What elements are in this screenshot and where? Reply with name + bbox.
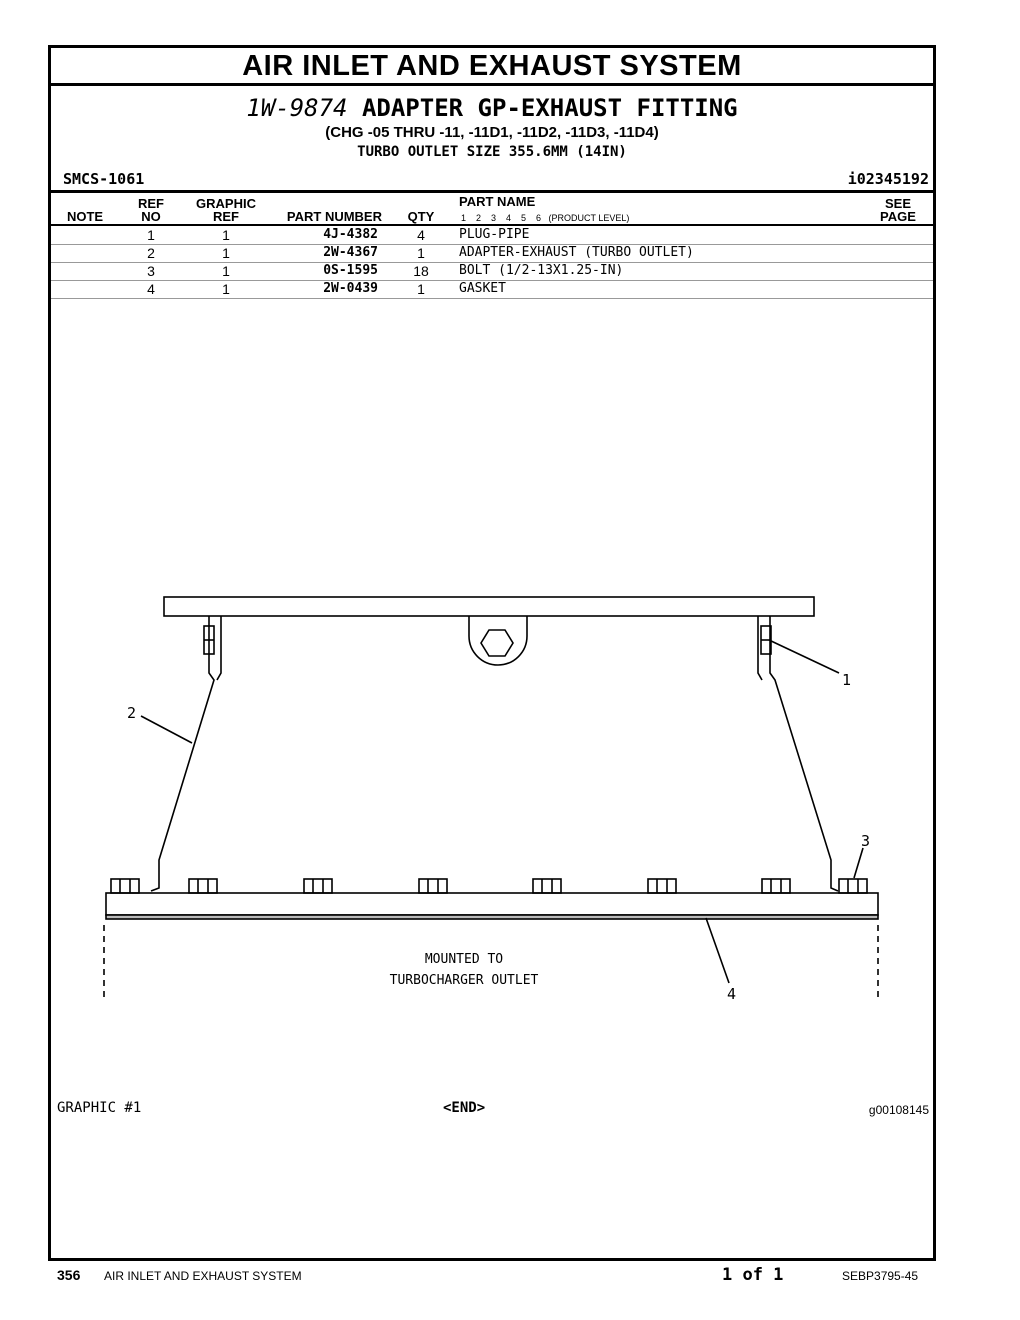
graphic-ref-cell: 1 [222,263,230,279]
page-frame [48,45,936,1261]
change-range: (CHG -05 THRU -11, -11D1, -11D2, -11D3, -11D4) [325,124,659,141]
graphic-ref-cell: 1 [222,227,230,243]
bolt-head [419,879,447,893]
center-lug [469,616,527,665]
qty-cell: 1 [417,245,425,261]
qty-cell: 1 [417,281,425,297]
col-ref-bottom: NO [141,209,161,224]
footer-section: AIR INLET AND EXHAUST SYSTEM [104,1269,302,1283]
col-ref-top: REF [138,196,164,211]
ref-no-cell: 2 [147,245,155,261]
callout-2: 2 [127,704,137,722]
leader-line-1 [769,640,839,673]
group-name: ADAPTER GP-EXHAUST FITTING [361,94,738,122]
graphic-label: GRAPHIC #1 [57,1100,142,1116]
ref-no-cell: 1 [147,227,155,243]
col-qty: QTY [407,209,435,224]
gasket [106,915,878,919]
part-number-cell: 4J-4382 [323,227,378,242]
bolt-row [111,879,867,893]
col-see-bottom: PAGE [880,209,916,224]
adapter-wall-left [151,616,214,891]
qty-cell: 18 [413,263,429,279]
bolt-head [648,879,676,893]
system-title: AIR INLET AND EXHAUST SYSTEM [242,50,742,82]
leader-line-2 [141,716,192,743]
group-part-number: 1W-9874 [246,94,348,122]
graphic-ref-cell: 1 [222,245,230,261]
leader-line-4 [706,918,729,983]
graphic-ref-cell: 1 [222,281,230,297]
col-product-levels: 1 2 3 4 5 6 (PRODUCT LEVEL) [461,213,630,223]
part-name-cell: ADAPTER-EXHAUST (TURBO OUTLET) [459,245,694,260]
bolt-head [839,879,867,893]
graphic-id: g00108145 [868,1103,929,1117]
page-of: 1 of 1 [722,1265,784,1285]
col-part-name: PART NAME [459,194,536,209]
ref-no-cell: 4 [147,281,155,297]
bolt-head [189,879,217,893]
center-hex-plug [481,630,513,656]
col-see-top: SEE [884,196,911,211]
doc-id: SEBP3795-45 [842,1269,919,1283]
bolt-head [111,879,139,893]
smcs-code: SMCS-1061 [63,170,145,188]
page-number: 356 [57,1267,81,1283]
subtitle: TURBO OUTLET SIZE 355.6MM (14IN) [357,144,627,160]
part-number-cell: 2W-4367 [323,245,378,260]
mount-note-line1: MOUNTED TO [424,952,504,967]
col-note: NOTE [66,209,104,224]
bottom-flange [106,893,878,915]
part-name-cell: GASKET [459,281,506,296]
part-number-cell: 0S-1595 [323,263,378,278]
part-name-cell: PLUG-PIPE [459,227,530,242]
callout-4: 4 [727,985,737,1003]
cover-plate [164,597,814,616]
mount-note-line2: TURBOCHARGER OUTLET [389,973,539,988]
exploded-drawing [51,48,933,1258]
end-marker: <END> [443,1100,486,1116]
info-id: i02345192 [847,170,929,188]
col-graphic-top: GRAPHIC [196,196,256,211]
leader-line-3 [854,848,863,878]
callout-3: 3 [861,832,871,850]
ref-no-cell: 3 [147,263,155,279]
col-graphic-bottom: REF [213,209,239,224]
col-part-number: PART NUMBER [286,209,382,224]
part-number-cell: 2W-0439 [323,281,378,296]
qty-cell: 4 [417,227,425,243]
part-name-cell: BOLT (1/2-13X1.25-IN) [459,263,624,278]
bolt-head [533,879,561,893]
callout-1: 1 [842,671,852,689]
bolt-head [762,879,790,893]
bolt-head [304,879,332,893]
